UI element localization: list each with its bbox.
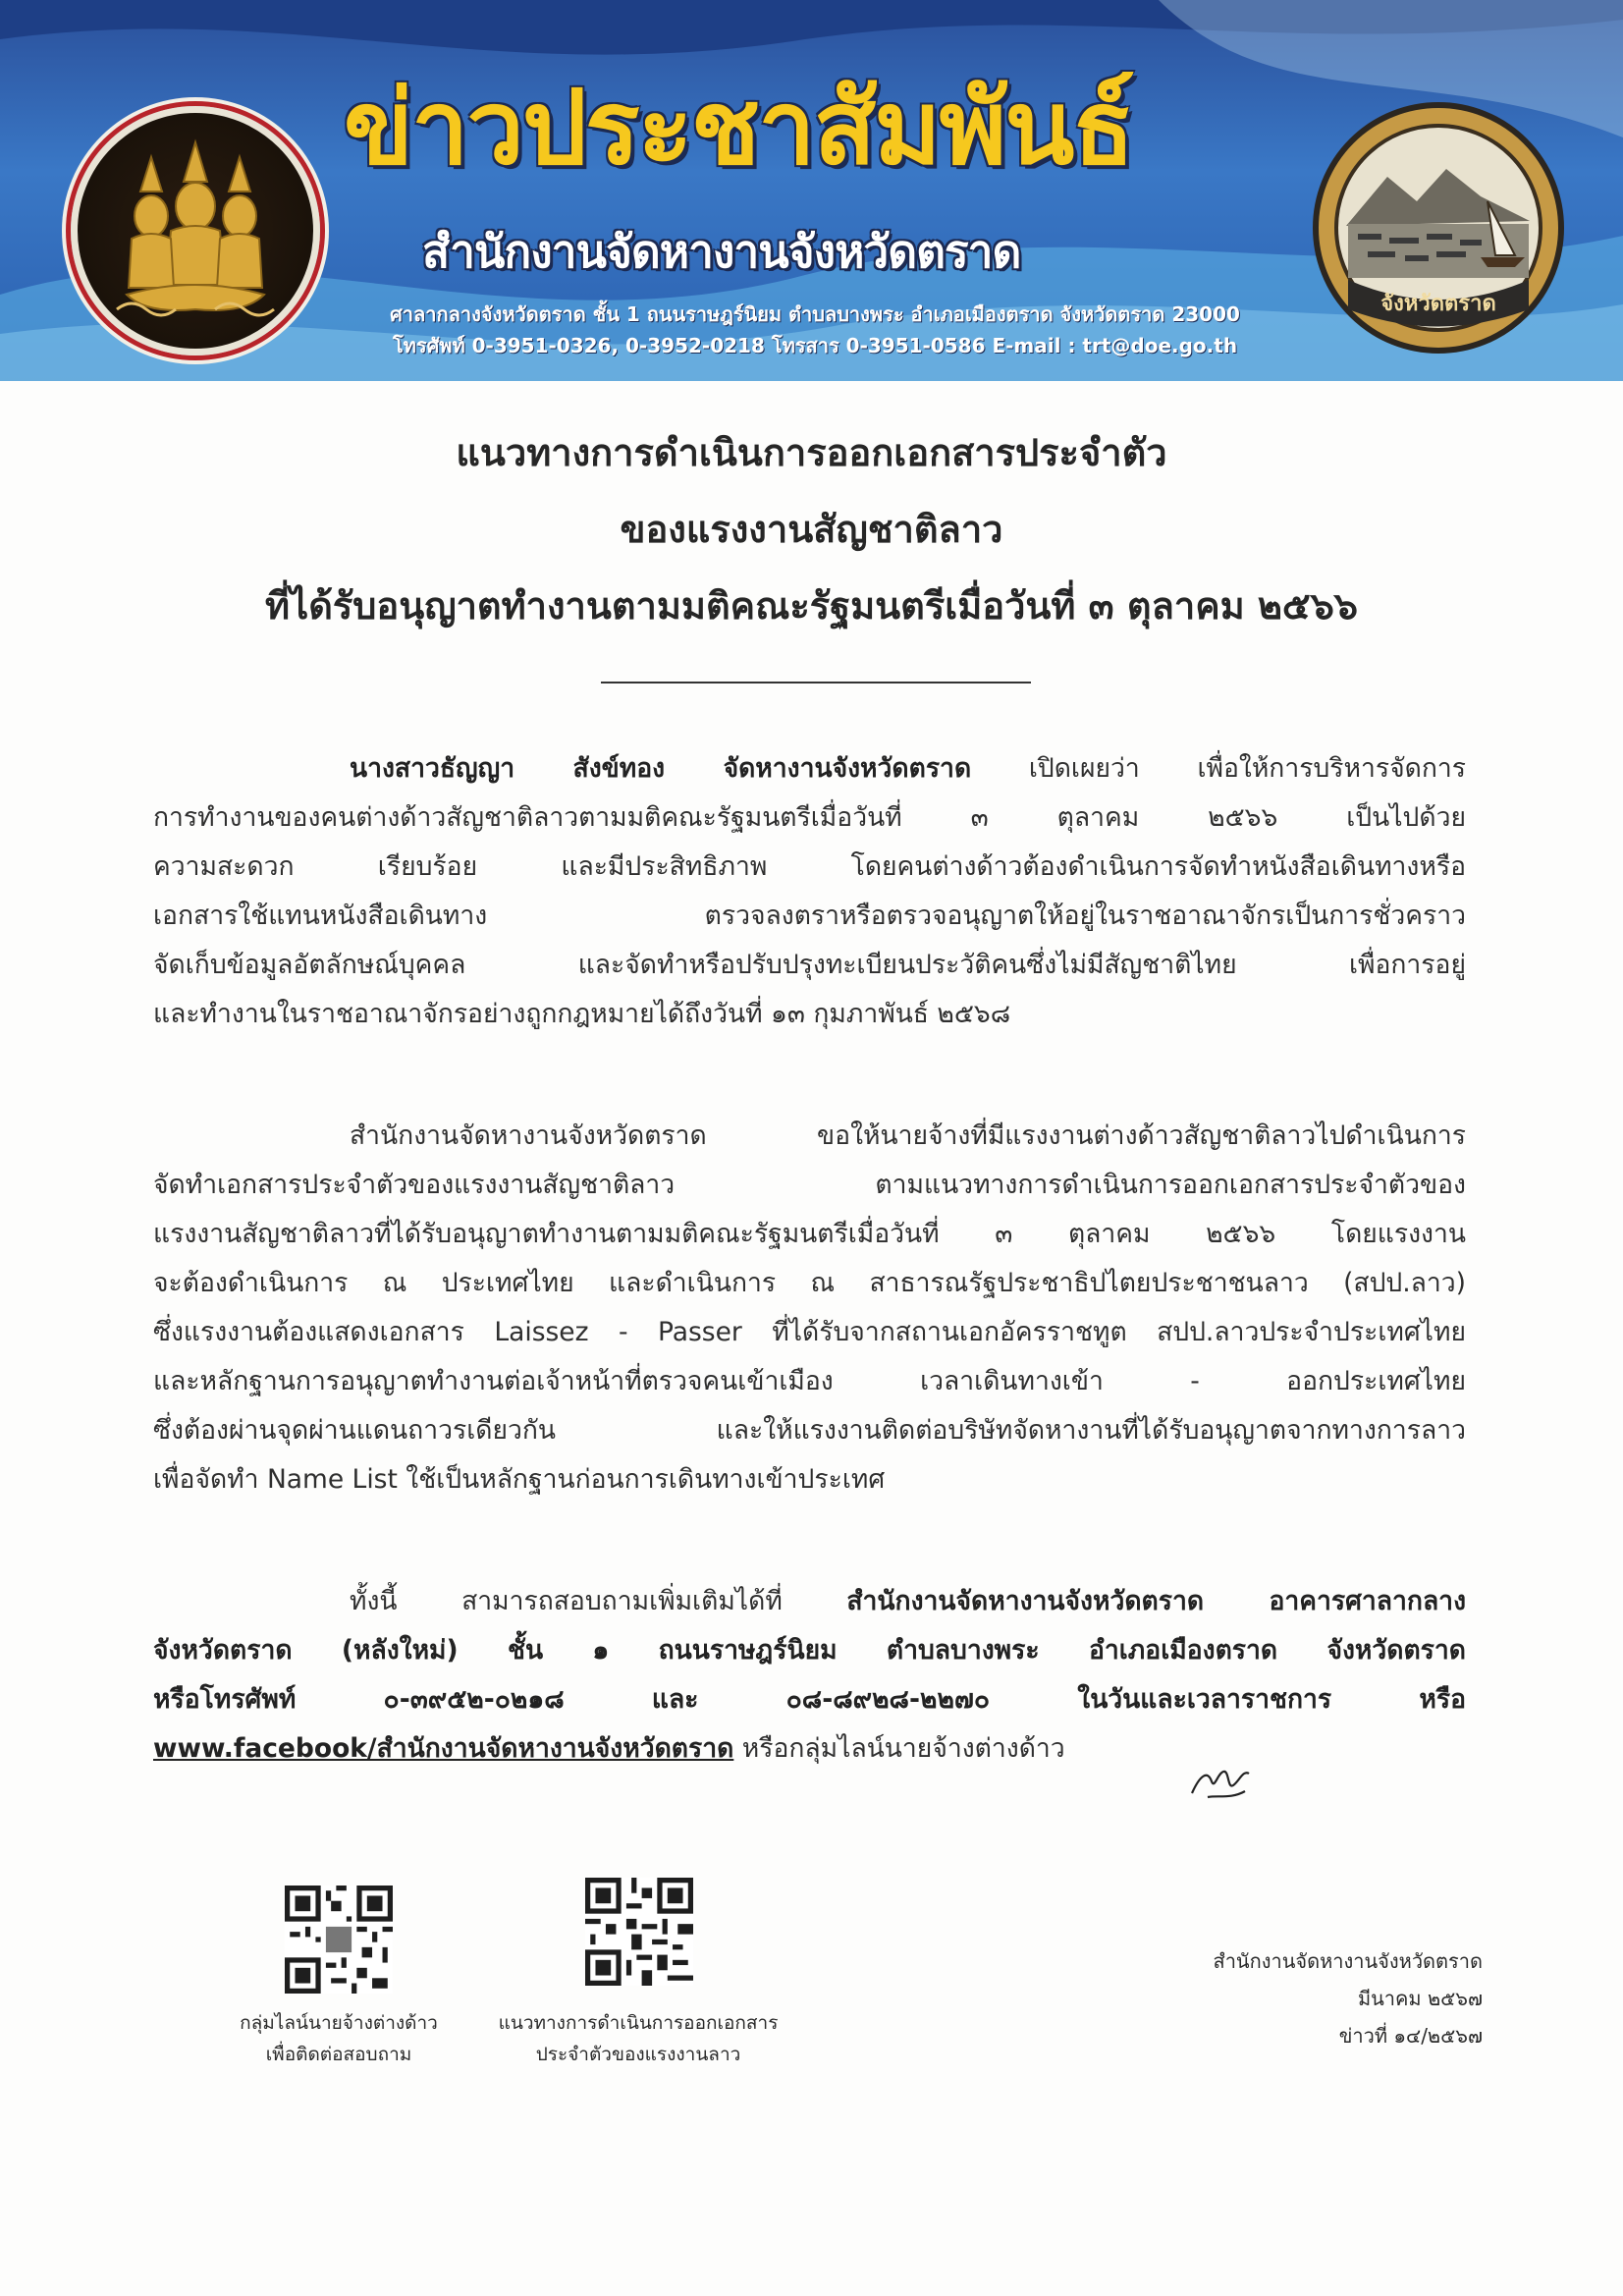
paragraph-3-line-1: ทั้งนี้ สามารถสอบถามเพิ่มเติมได้ที่ สำนักงานจัดหางานจังหวัดตราด อาคารศาลากลาง: [350, 1586, 1467, 1616]
banner-subtitle: สำนักงานจัดหางานจังหวัดตราด: [422, 225, 1021, 278]
official-name: นางสาวธัญญา สังข์ทอง จัดหางานจังหวัดตราด: [350, 753, 972, 784]
office-contact: โทรศัพท์ 0-3951-0326, 0-3952-0218 โทรสาร 0-3951-0586 E-mail : trt@doe.go.th: [392, 334, 1238, 357]
paragraph-3-line-3: หรือโทรศัพท์ ๐-๓๙๕๒-๐๒๑๘ และ ๐๘-๘๙๒๘-๒๒๗๐ ในวันและเวลาราชการ หรือ: [153, 1684, 1466, 1715]
paragraph-1: [153, 744, 1466, 1039]
office-address: ศาลากลางจังหวัดตราด ชั้น 1 ถนนราษฎร์นิยม ตำบลบางพระ อำเภอเมืองตราด จังหวัดตราด 23000: [390, 302, 1240, 326]
paragraph-2-line-4: จะต้องดำเนินการ ณ ประเทศไทย และดำเนินการ ณ สาธารณรัฐประชาธิปไตยประชาชนลาว (สปป.ลาว): [153, 1268, 1466, 1298]
paragraph-1-line-1: นางสาวธัญญา สังข์ทอง จัดหางานจังหวัดตราด เปิดเผยว่า เพื่อให้การบริหารจัดการ: [350, 753, 1466, 784]
paragraph-2: [153, 1112, 1466, 1504]
trat-province-seal-icon: [1313, 102, 1564, 354]
document-title-line-1: แนวทางการดำเนินการออกเอกสารประจำตัว: [456, 431, 1167, 474]
issuer-block: [1060, 1942, 1483, 2054]
header-banner: [0, 0, 1623, 381]
svg-text:จังหวัดตราด: จังหวัดตราด: [1380, 292, 1496, 316]
issue-date: มีนาคม ๒๕๖๗: [1357, 1987, 1483, 2010]
banner-title: ข่าวประชาสัมพันธ์: [344, 68, 1133, 188]
paragraph-2-line-3: แรงงานสัญชาติลาวที่ได้รับอนุญาตทำงานตามมติคณะรัฐมนตรีเมื่อวันที่ ๓ ตุลาคม ๒๕๖๖ โดยแรงงาน: [153, 1219, 1466, 1249]
line-group-qr-icon[interactable]: [285, 1886, 393, 1994]
paragraph-1-line-5: จัดเก็บข้อมูลอัตลักษณ์บุคคล และจัดทำหรือปรับปรุงทะเบียนประวัติคนซึ่งไม่มีสัญชาติไทย เพื่อการอยู่: [153, 950, 1466, 980]
paragraph-3: [153, 1577, 1466, 1774]
paragraph-3-line-2: จังหวัดตราด (หลังใหม่) ชั้น ๑ ถนนราษฎร์นิยม ตำบลบางพระ อำเภอเมืองตราด จังหวัดตราด: [153, 1635, 1466, 1666]
document-title-line-2: ของแรงงานสัญชาติลาว: [620, 508, 1003, 551]
handwritten-initials-icon: [1188, 1756, 1257, 1805]
paragraph-2-line-5: ซึ่งแรงงานต้องแสดงเอกสาร Laissez - Passer ที่ได้รับจากสถานเอกอัครราชทูต สปป.ลาวประจำประเทศไทย: [153, 1317, 1466, 1347]
line-group-qr-caption: กลุ่มไลน์นายจ้างต่างด้าว เพื่อติดต่อสอบถาม: [240, 2012, 438, 2065]
news-number: ข่าวที่ ๑๔/๒๕๖๗: [1338, 2024, 1483, 2048]
paragraph-1-line-2: การทำงานของคนต่างด้าวสัญชาติลาวตามมติคณะรัฐมนตรีเมื่อวันที่ ๓ ตุลาคม ๒๕๖๖ เป็นไปด้วย: [153, 802, 1466, 833]
paragraph-2-line-7: ซึ่งต้องผ่านจุดผ่านแดนถาวรเดียวกัน และให้แรงงานติดต่อบริษัทจัดหางานที่ได้รับอนุญาตจากทางการลาว: [153, 1415, 1466, 1446]
document-title-line-3: ที่ได้รับอนุญาตทำงานตามมติคณะรัฐมนตรีเมื่อวันที่ ๓ ตุลาคม ๒๕๖๖: [265, 584, 1358, 628]
paragraph-2-line-1: สำนักงานจัดหางานจังหวัดตราด ขอให้นายจ้างที่มีแรงงานต่างด้าวสัญชาติลาวไปดำเนินการ: [350, 1121, 1466, 1151]
title-divider: [601, 682, 1031, 683]
paragraph-1-line-4: เอกสารใช้แทนหนังสือเดินทาง ตรวจลงตราหรือตรวจอนุญาตให้อยู่ในราชอาณาจักรเป็นการชั่วคราว: [153, 901, 1466, 931]
issuer-office: สำนักงานจัดหางานจังหวัดตราด: [1213, 1949, 1483, 1973]
paragraph-3-line-4: www.facebook/สำนักงานจัดหางานจังหวัดตราด หรือกลุ่มไลน์นายจ้างต่างด้าว: [153, 1733, 1065, 1764]
paragraph-2-line-2: จัดทำเอกสารประจำตัวของแรงงานสัญชาติลาว ตามแนวทางการดำเนินการออกเอกสารประจำตัวของ: [153, 1170, 1466, 1200]
paragraph-1-line-3: ความสะดวก เรียบร้อย และมีประสิทธิภาพ โดยคนต่างด้าวต้องดำเนินการจัดทำหนังสือเดินทางหรือ: [153, 851, 1466, 882]
ministry-emblem-icon: [71, 106, 320, 355]
guideline-qr-icon[interactable]: [585, 1878, 693, 1986]
paragraph-1-line-6: และทำงานในราชอาณาจักรอย่างถูกกฎหมายได้ถึงวันที่ ๑๓ กุมภาพันธ์ ๒๕๖๘: [153, 999, 1011, 1029]
paragraph-2-line-8: เพื่อจัดทำ Name List ใช้เป็นหลักฐานก่อนการเดินทางเข้าประเทศ: [153, 1464, 886, 1495]
guideline-qr-caption: แนวทางการดำเนินการออกเอกสาร ประจำตัวของแรงงานลาว: [498, 2012, 779, 2065]
paragraph-2-line-6: และหลักฐานการอนุญาตทำงานต่อเจ้าหน้าที่ตรวจคนเข้าเมือง เวลาเดินทางเข้า - ออกประเทศไทย: [153, 1366, 1466, 1396]
facebook-link[interactable]: www.facebook/สำนักงานจัดหางานจังหวัดตราด: [153, 1733, 734, 1764]
